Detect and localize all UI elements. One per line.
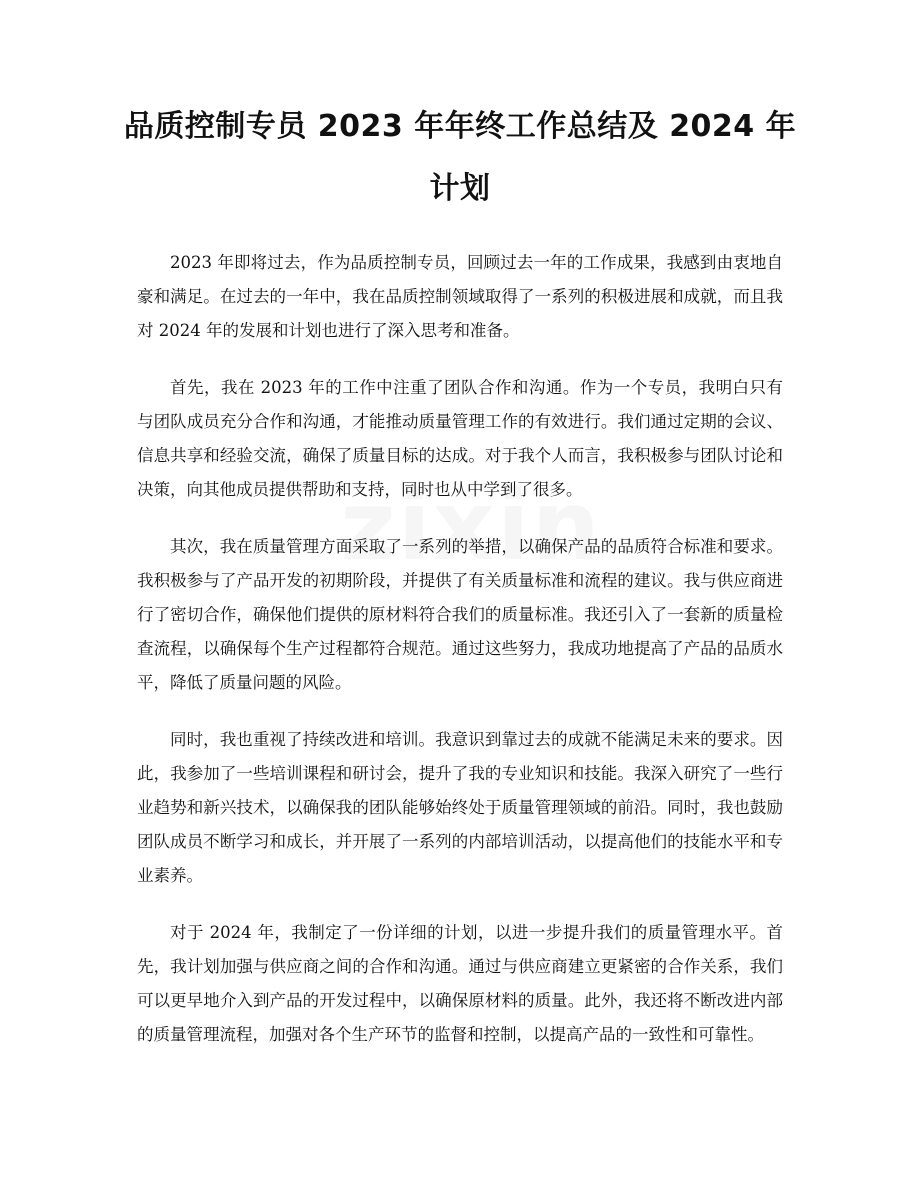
paragraph-teamwork: 首先，我在 2023 年的工作中注重了团队合作和沟通。作为一个专员，我明白只有与团队成员充分合作和沟通，才能推动质量管理工作的有效进行。我们通过定期的会议、信息共享和经验交流，确保了质量目标的达成。对于我个人而言，我积极参与团队讨论和决策，向其他成员提供帮助和支持，同时也从中学到了很多。 [137,378,783,499]
document-body [137,246,783,1075]
paragraph-quality-measures: 其次，我在质量管理方面采取了一系列的举措，以确保产品的品质符合标准和要求。我积极参与了产品开发的初期阶段，并提供了有关质量标准和流程的建议。我与供应商进行了密切合作，确保他们提供的原材料符合我们的质量标准。我还引入了一套新的质量检查流程，以确保每个生产过程都符合规范。通过这些努力，我成功地提高了产品的品质水平，降低了质量问题的风险。 [137,537,783,692]
paragraph-intro: 2023 年即将过去，作为品质控制专员，回顾过去一年的工作成果，我感到由衷地自豪和满足。在过去的一年中，我在品质控制领域取得了一系列的积极进展和成就，而且我对 2024 年的发展和计划也进行了深入思考和准备。 [137,253,783,340]
paragraph-2024-plan: 对于 2024 年，我制定了一份详细的计划，以进一步提升我们的质量管理水平。首先，我计划加强与供应商之间的合作和沟通。通过与供应商建立更紧密的合作关系，我们可以更早地介入到产品的开发过程中，以确保原材料的质量。此外，我还将不断改进内部的质量管理流程，加强对各个生产环节的监督和控制，以提高产品的一致性和可靠性。 [137,923,783,1044]
document-title: 品质控制专员 2023 年年终工作总结及 2024 年计划 [123,109,797,206]
paragraph-training: 同时，我也重视了持续改进和培训。我意识到靠过去的成就不能满足未来的要求。因此，我参加了一些培训课程和研讨会，提升了我的专业知识和技能。我深入研究了一些行业趋势和新兴技术，以确保我的团队能够始终处于质量管理领域的前沿。同时，我也鼓励团队成员不断学习和成长，并开展了一系列的内部培训活动，以提高他们的技能水平和专业素养。 [137,730,783,885]
